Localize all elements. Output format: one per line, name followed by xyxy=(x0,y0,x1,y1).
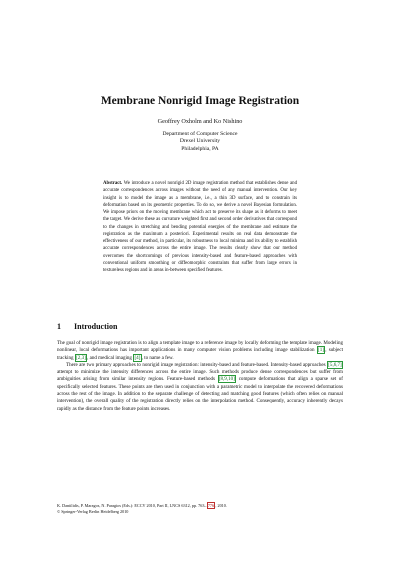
page-link[interactable]: 776 xyxy=(207,503,215,508)
section-heading xyxy=(57,322,117,331)
text-run: , 2010. xyxy=(215,503,227,508)
text-run: attempt to minimize the intensity differences across the entire image. Such methods produce dense correspondences but suffer from ambiguities arising from similar intensity regions. Feature-based methods xyxy=(57,369,343,383)
text-run: The goal of nonrigid image registration is to align a template image to a reference image by locally deforming the template image. Modeling nonlinear, local deformations has important applications in many computer vision problems including image stabilization xyxy=(57,340,343,354)
paper-authors: Geoffrey Oxholm and Ko Nishino xyxy=(157,118,243,125)
citation-link[interactable]: [8,9,10] xyxy=(218,376,235,383)
body-text xyxy=(57,340,343,413)
abstract xyxy=(103,180,297,274)
citation-link[interactable]: [4] xyxy=(134,354,141,361)
citation-link[interactable]: [5,6,7] xyxy=(328,361,342,368)
citation-link[interactable]: [1] xyxy=(318,347,324,354)
abstract-label: Abstract. xyxy=(103,181,123,186)
paragraph xyxy=(57,362,343,413)
abstract-text: We introduce a novel nonrigid 2D image registration method that establishes dense and accurate correspondences across images without the need of any manual intervention. Our key insight is to model the image as a membrane, i.e., a thin 3D surface, and to constrain its deformation based on its geometric properties. To do so, we derive a novel Bayesian formulation. We impose priors on the moving membrane which act to preserve its shape as it deforms to meet the target. We derive these as curvature weighted first and second order derivatives that correspond to the changes in stretching and bending potential energies of the membrane and estimate the registration as the maximum a posteriori. Experimental results on real data demonstrate the effectiveness of our method, in particular, its robustness to local minima and its ability to establish accurate correspondences across the entire image. The results clearly show that our method overcomes the shortcomings of previous intensity-based and feature-based approaches with conventional uniform smoothing or diffeomorphic constraints that suffer from large errors in textureless regions and in areas in-between specified features. xyxy=(103,181,297,273)
footnote xyxy=(57,503,343,516)
text-run: K. Daniilidis, P. Maragos, N. Paragios (Eds.): ECCV 2010, Part II, LNCS 6312, pp. 763– xyxy=(57,503,207,508)
affiliation-department: Department of Computer Science xyxy=(162,131,238,137)
affiliation-city: Philadelphia, PA xyxy=(181,145,219,152)
text-run: , to name a few. xyxy=(141,354,174,361)
section-number: 1 xyxy=(57,322,61,331)
paper-title: Membrane Nonrigid Image Registration xyxy=(100,95,300,107)
paragraph xyxy=(57,340,343,362)
text-run: compute deformations that align a sparse set of specifically selected features. These points are then used in conjunction with a parametric model to interpolate the recovered deformations across the rest of the image. In addition to the separate challenge of detecting and matching good features (which often relies on manual intervention), the overall quality of the registration directly relies on the interpolation method. Consequently, accuracy inherently decays rapidly as the distance from the feature points increases. xyxy=(57,376,343,412)
affiliation xyxy=(0,131,400,153)
text-run: , and medical imaging xyxy=(87,354,134,361)
text-run: , subject tracking xyxy=(57,347,343,361)
citation-link[interactable]: [2,3] xyxy=(76,354,86,361)
section-title: Introduction xyxy=(74,322,118,331)
text-run: There are two primary approaches to nonrigid image registration: intensity-based and feature-based. Intensity-based approaches xyxy=(66,361,327,368)
copyright: © Springer-Verlag Berlin Heidelberg 2010 xyxy=(57,509,129,515)
affiliation-university: Drexel University xyxy=(179,138,221,145)
